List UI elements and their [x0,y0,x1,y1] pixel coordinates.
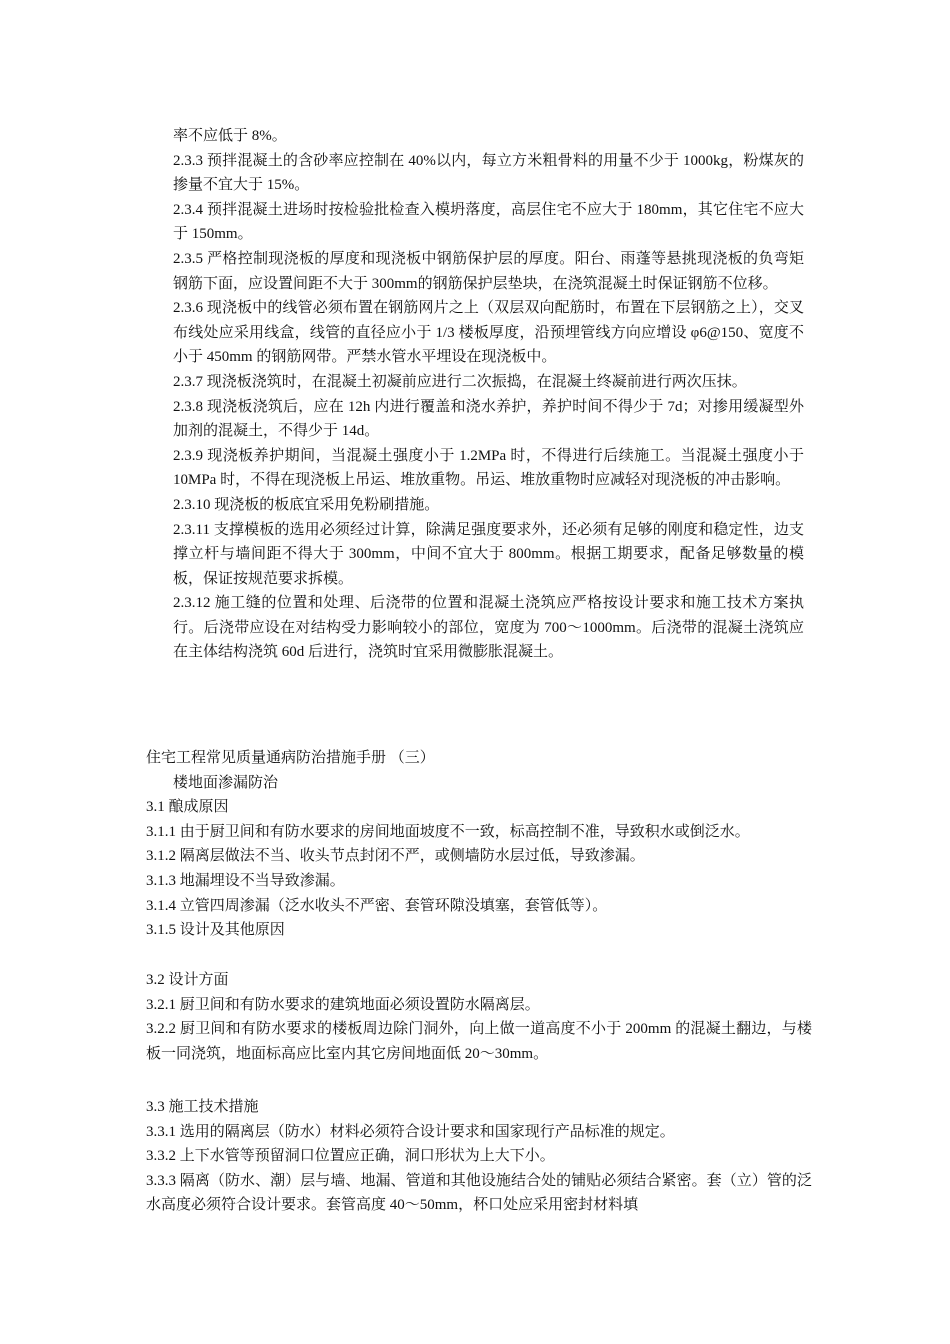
paragraph-3-2-1: 3.2.1 厨卫间和有防水要求的建筑地面必须设置防水隔离层。 [146,996,540,1013]
paragraph-3-1-5: 3.1.5 设计及其他原因 [146,922,285,939]
section-3-3 [0,1095,950,1218]
section-3 [0,746,950,943]
paragraph-2-3-4: 2.3.4 预拌混凝土进场时按检验批检查入模坍落度，高层住宅不应大于 180mm，其它住宅不应大于 150mm。 [173,201,804,243]
paragraph-2-3-11: 2.3.11 支撑模板的选用必须经过计算，除满足强度要求外，还必须有足够的刚度和稳定性，边支撑立杆与墙间距不得大于 300mm，中间不宜大于 800mm。根据工期要求，配备足够数量的模板，保证按规范要求拆模。 [173,521,804,587]
paragraph-3-3-2: 3.3.2 上下水管等预留洞口位置应正确，洞口形状为上大下小。 [146,1148,555,1165]
paragraph-2-3-10: 2.3.10 现浇板的板底宜采用免粉刷措施。 [173,496,440,513]
paragraph-3-3-3: 3.3.3 隔离（防水、潮）层与墙、地漏、管道和其他设施结合处的铺贴必须结合紧密。套（立）管的泛水高度必须符合设计要求。套管高度 40～50mm，杯口处应采用密封材料填 [146,1172,812,1214]
heading-3-3: 3.3 施工技术措施 [146,1099,259,1115]
paragraph-2-3-7: 2.3.7 现浇板浇筑时，在混凝土初凝前应进行二次振捣，在混凝土终凝前进行两次压抹。 [173,373,747,390]
paragraph-3-3-1: 3.3.1 选用的隔离层（防水）材料必须符合设计要求和国家现行产品标准的规定。 [146,1123,675,1140]
paragraph-2-3-12: 2.3.12 施工缝的位置和处理、后浇带的位置和混凝土浇筑应严格按设计要求和施工技术方案执行。后浇带应设在对结构受力影响较小的部位，宽度为 700～1000mm。后浇带的混凝土浇筑应在主体结构浇筑 60d 后进行，浇筑时宜采用微膨胀混凝土。 [173,595,804,661]
paragraph-2-3-3: 2.3.3 预拌混凝土的含砂率应控制在 40%以内，每立方米粗骨料的用量不少于 1000kg，粉煤灰的掺量不宜大于 15%。 [173,152,804,194]
heading-3-2: 3.2 设计方面 [146,972,229,988]
paragraph-3-1-4: 3.1.4 立管四周渗漏（泛水收头不严密、套管环隙没填塞，套管低等）。 [146,897,608,914]
paragraph-3-2-2: 3.2.2 厨卫间和有防水要求的楼板周边除门洞外，向上做一道高度不小于 200mm 的混凝土翻边，与楼板一同浇筑，地面标高应比室内其它房间地面低 20～30mm。 [146,1021,812,1062]
manual-title: 住宅工程常见质量通病防治措施手册 （三） [146,750,435,766]
paragraph-3-1-2: 3.1.2 隔离层做法不当、收头节点封闭不严，或侧墙防水层过低，导致渗漏。 [146,848,645,865]
section-2-3-continuation [0,124,950,665]
paragraph-3-1-1: 3.1.1 由于厨卫间和有防水要求的房间地面坡度不一致，标高控制不准，导致积水或倒泛水。 [146,823,750,840]
paragraph-3-1-3: 3.1.3 地漏埋设不当导致渗漏。 [146,872,345,889]
paragraph-2-3-9: 2.3.9 现浇板养护期间，当混凝土强度小于 1.2MPa 时，不得进行后续施工。当混凝土强度小于 10MPa 时，不得在现浇板上吊运、堆放重物。吊运、堆放重物时应减轻对现浇板的冲击影响。 [173,447,804,489]
section-3-2 [0,968,950,1066]
paragraph-2-3-5: 2.3.5 严格控制现浇板的厚度和现浇板中钢筋保护层的厚度。阳台、雨蓬等悬挑现浇板的负弯矩钢筋下面，应设置间距不大于 300mm的钢筋保护层垫块，在浇筑混凝土时保证钢筋不位移。 [173,250,804,292]
paragraph-2-3-8: 2.3.8 现浇板浇筑后，应在 12h 内进行覆盖和浇水养护，养护时间不得少于 7d；对掺用缓凝型外加剂的混凝土，不得少于 14d。 [173,398,804,440]
heading-3-1: 3.1 酿成原因 [146,799,229,816]
topic-heading: 楼地面渗漏防治 [173,774,279,791]
paragraph: 率不应低于 8%。 [173,128,287,144]
paragraph-2-3-6: 2.3.6 现浇板中的线管必须布置在钢筋网片之上（双层双向配筋时，布置在下层钢筋之上），交叉布线处应采用线盒，线管的直径应小于 1/3 楼板厚度，沿预埋管线方向应增设 φ6@150、宽度不小于 450mm 的钢筋网带。严禁水管水平埋设在现浇板中。 [173,300,804,366]
